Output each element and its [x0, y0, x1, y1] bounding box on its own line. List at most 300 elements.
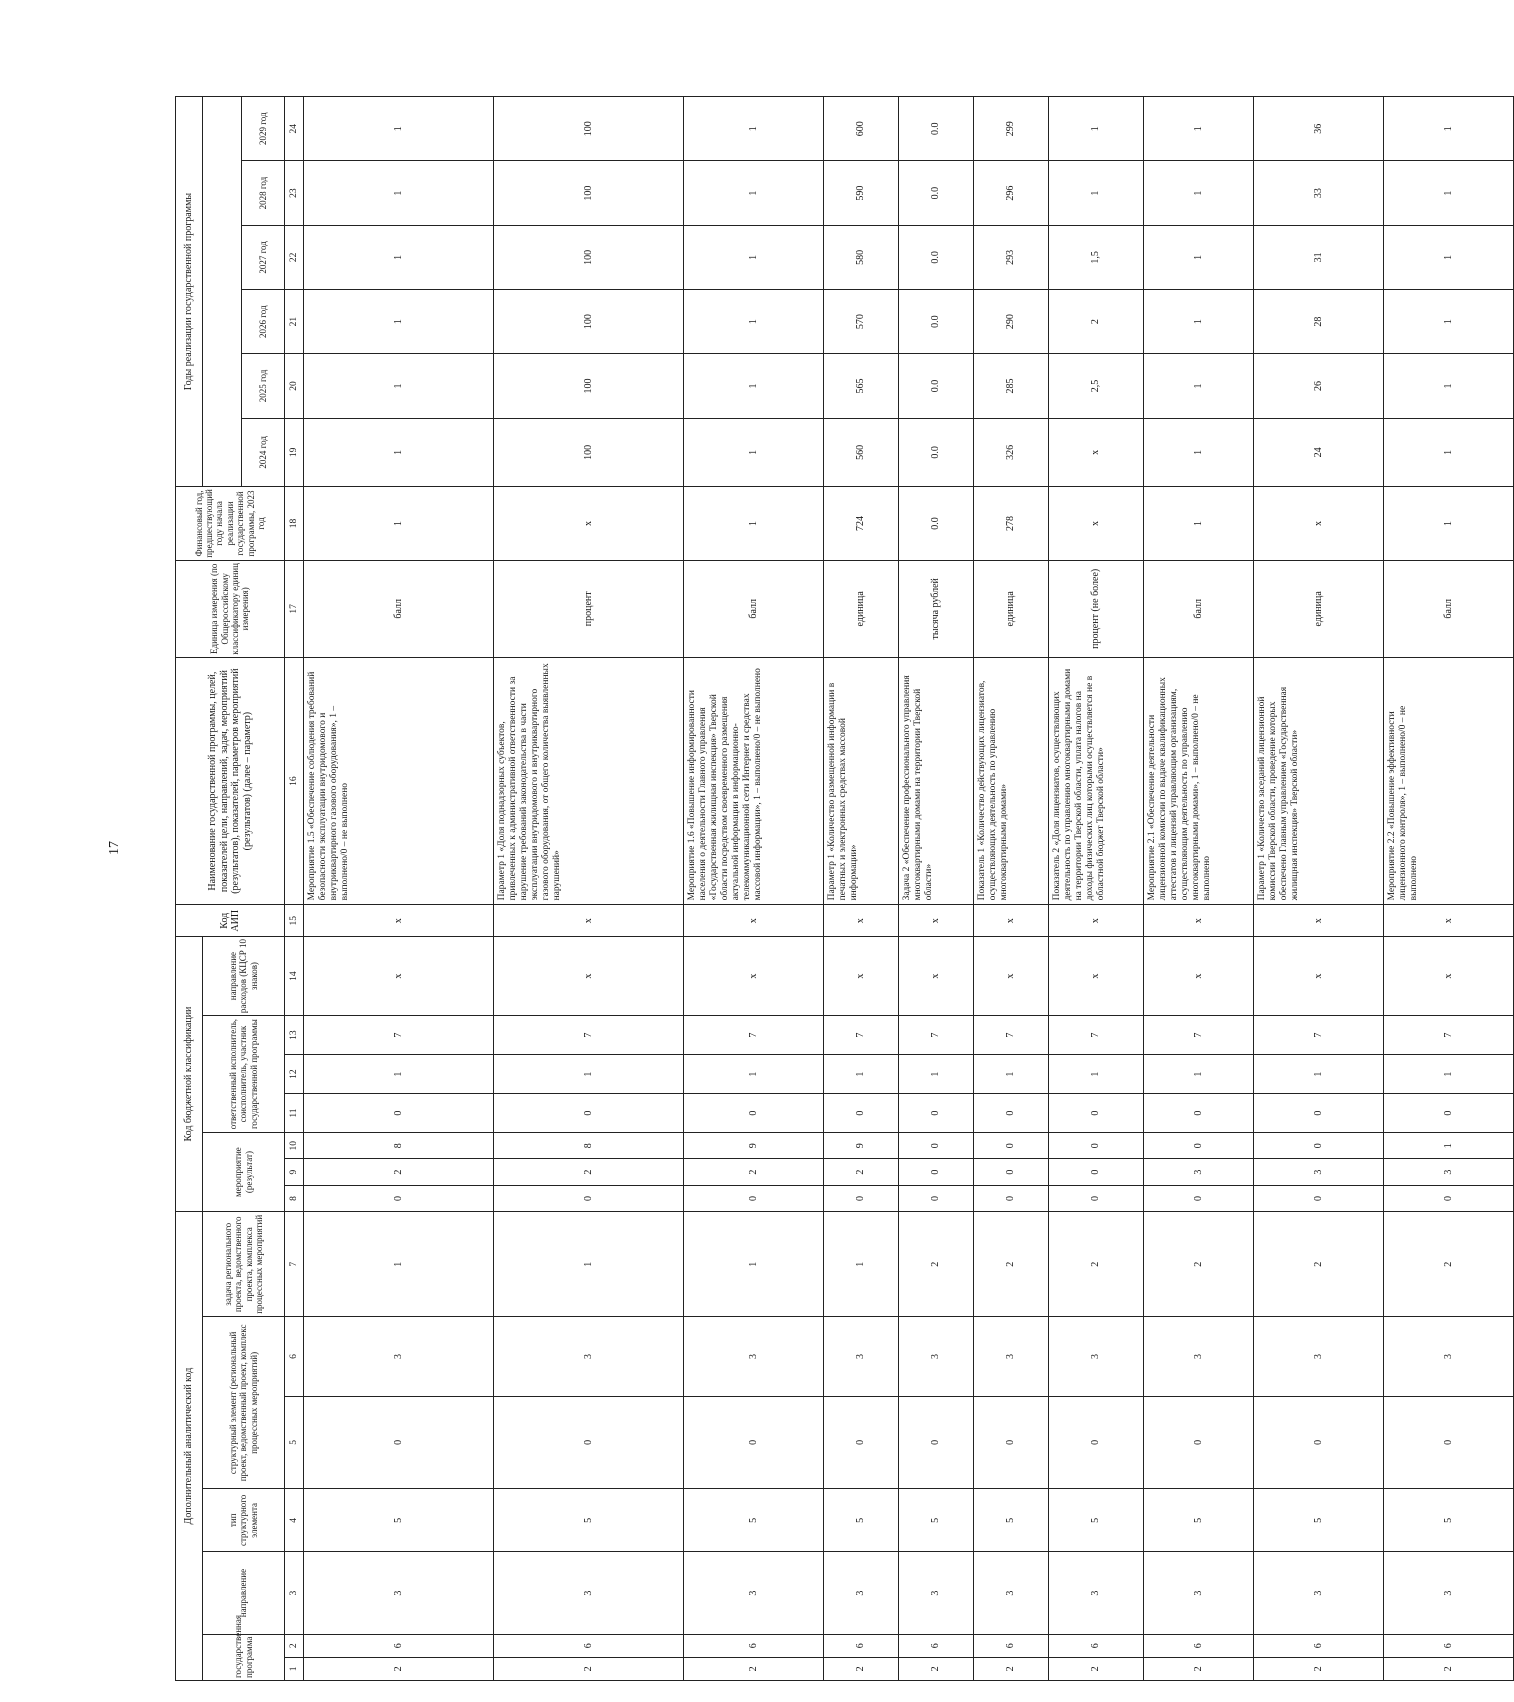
column-number: 14: [285, 937, 304, 1016]
column-number: 21: [285, 290, 304, 354]
code-cell: 3: [1144, 1552, 1254, 1634]
code-cell: 0: [304, 1185, 494, 1211]
code-cell: 0: [1254, 1094, 1384, 1133]
code-cell: 1: [824, 1055, 899, 1094]
table-row: [304, 97, 494, 1681]
year-value-cell: 1: [304, 97, 494, 161]
year-value-cell: 24: [1254, 418, 1384, 486]
year-value-cell: 1: [1384, 97, 1514, 161]
code-cell: 0: [684, 1094, 824, 1133]
code-cell: 7: [684, 1016, 824, 1055]
row-unit: балл: [684, 560, 824, 657]
year-value-cell: 1: [304, 418, 494, 486]
code-cell: 2: [899, 1212, 974, 1317]
header-additional-code: Дополнительный аналитический код: [176, 1212, 203, 1681]
code-cell: 0: [974, 1185, 1049, 1211]
year-value-cell: 600: [824, 97, 899, 161]
code-cell: 1: [494, 1055, 684, 1094]
code-cell: х: [1144, 905, 1254, 937]
year-value-cell: 326: [974, 418, 1049, 486]
column-number: 6: [285, 1317, 304, 1396]
code-cell: 9: [684, 1133, 824, 1159]
code-cell: 1: [974, 1055, 1049, 1094]
code-cell: х: [494, 905, 684, 937]
code-cell: 0: [304, 1094, 494, 1133]
code-cell: х: [684, 905, 824, 937]
code-cell: 0: [1144, 1094, 1254, 1133]
header-event: мероприятие (результат): [203, 1133, 285, 1212]
year-value-cell: 0.0: [899, 97, 974, 161]
code-cell: х: [824, 937, 899, 1016]
code-cell: х: [1144, 937, 1254, 1016]
year-value-cell: 296: [974, 161, 1049, 225]
row-name: Мероприятие 1.6 «Повышение информированности населения о деятельности Главного управления «Государственная жилищная инспекция» Тверской области посредством своевременного размещения актуальной информации в информационно-телекоммуникационной сети Интернет и средствах массовой информации», 1 – выполнено/0 – не выполнено: [684, 657, 824, 905]
row-name: Задача 2 «Обеспечение профессионального управления многоквартирными домами на территории Тверской области»: [899, 657, 974, 905]
code-cell: 2: [974, 1212, 1049, 1317]
code-cell: 0: [899, 1133, 974, 1159]
code-cell: 0: [1384, 1185, 1514, 1211]
year-value-cell: 1,5: [1049, 225, 1144, 289]
code-cell: 5: [974, 1489, 1049, 1552]
column-number: 22: [285, 225, 304, 289]
code-cell: 0: [684, 1185, 824, 1211]
code-cell: 3: [1049, 1552, 1144, 1634]
code-cell: 3: [1144, 1317, 1254, 1396]
year-value-cell: 1: [1384, 290, 1514, 354]
code-cell: 2: [1384, 1212, 1514, 1317]
code-cell: 3: [1384, 1552, 1514, 1634]
code-cell: 2: [1384, 1657, 1514, 1680]
year-value-cell: 100: [494, 354, 684, 418]
code-cell: 6: [494, 1634, 684, 1657]
year-value-cell: 36: [1254, 97, 1384, 161]
year-value-cell: 1: [1144, 161, 1254, 225]
year-value-cell: 570: [824, 290, 899, 354]
code-cell: 2: [304, 1657, 494, 1680]
code-cell: х: [974, 937, 1049, 1016]
table-row: [494, 97, 684, 1681]
code-cell: 7: [304, 1016, 494, 1055]
code-cell: х: [1254, 937, 1384, 1016]
header-year: 2025 год: [242, 354, 285, 418]
code-cell: 0: [824, 1185, 899, 1211]
code-cell: 2: [974, 1657, 1049, 1680]
column-number: 1: [285, 1657, 304, 1680]
table-row: [1049, 97, 1144, 1681]
code-cell: 6: [974, 1634, 1049, 1657]
year-value-cell: 290: [974, 290, 1049, 354]
code-cell: 0: [1049, 1094, 1144, 1133]
page-number: 17: [107, 841, 122, 855]
year-value-cell: 1: [684, 161, 824, 225]
code-cell: 0: [899, 1094, 974, 1133]
code-cell: 0: [1254, 1133, 1384, 1159]
year-value-cell: 100: [494, 161, 684, 225]
code-cell: 5: [1049, 1489, 1144, 1552]
code-cell: 0: [1049, 1159, 1144, 1185]
code-cell: х: [304, 937, 494, 1016]
code-cell: 1: [684, 1212, 824, 1317]
header-year: 2028 год: [242, 161, 285, 225]
rotated-table-container: [175, 96, 1454, 1681]
header-aip: Код АИП: [176, 905, 285, 937]
row-unit: единица: [824, 560, 899, 657]
code-cell: 0: [1144, 1133, 1254, 1159]
code-cell: 2: [494, 1159, 684, 1185]
code-cell: 0: [494, 1094, 684, 1133]
year-value-cell: 1: [1144, 97, 1254, 161]
row-name: Показатель 2 «Доля лицензиатов, осуществляющих деятельность по управлению многоквартирными домами на территории Тверской области, уплата налогов на доходы физических лиц которыми осуществляется не в областной бюджет Тверской области»: [1049, 657, 1144, 905]
code-cell: 7: [494, 1016, 684, 1055]
code-cell: 5: [1384, 1489, 1514, 1552]
code-cell: 0: [974, 1094, 1049, 1133]
code-cell: 3: [1384, 1159, 1514, 1185]
year-value-cell: 0.0: [899, 161, 974, 225]
header-years-blank: [203, 97, 242, 487]
code-cell: 0: [899, 1396, 974, 1489]
code-cell: 6: [1254, 1634, 1384, 1657]
header-struct-type: тип структурного элемента: [203, 1489, 285, 1552]
table-row: [1384, 97, 1514, 1681]
column-number: 16: [285, 657, 304, 905]
code-cell: 8: [304, 1133, 494, 1159]
table-row: [899, 97, 974, 1681]
row-fin-year-value: 1: [684, 487, 824, 561]
code-cell: 0: [1049, 1396, 1144, 1489]
row-unit: процент (не более): [1049, 560, 1144, 657]
row-name: Параметр 1 «Доля поднадзорных субъектов, привлеченных к административной ответственности за нарушение требований законодательства в части эксплуатации внутридомового и внутриквартирного газового оборудования, от общего количества выявленных нарушений»: [494, 657, 684, 905]
code-cell: 1: [1144, 1055, 1254, 1094]
code-cell: 5: [824, 1489, 899, 1552]
year-value-cell: 1: [1384, 418, 1514, 486]
year-value-cell: 299: [974, 97, 1049, 161]
column-number: 4: [285, 1489, 304, 1552]
year-value-cell: 100: [494, 97, 684, 161]
year-value-cell: 590: [824, 161, 899, 225]
year-value-cell: 293: [974, 225, 1049, 289]
code-cell: 3: [1254, 1552, 1384, 1634]
code-cell: 2: [684, 1159, 824, 1185]
code-cell: 1: [899, 1055, 974, 1094]
column-number: 19: [285, 418, 304, 486]
header-year: 2026 год: [242, 290, 285, 354]
year-value-cell: 1: [1049, 161, 1144, 225]
code-cell: 1: [304, 1055, 494, 1094]
code-cell: 3: [1384, 1317, 1514, 1396]
code-cell: 0: [974, 1396, 1049, 1489]
row-fin-year-value: 278: [974, 487, 1049, 561]
program-table: [175, 96, 1514, 1681]
header-direction: направление: [203, 1552, 285, 1634]
code-cell: 0: [1384, 1396, 1514, 1489]
column-number: 15: [285, 905, 304, 937]
header-budget-code: Код бюджетной классификации: [176, 937, 203, 1212]
header-unit: Единица измерения (по Общероссийскому классификатору единиц измерения): [176, 560, 285, 657]
year-value-cell: 0.0: [899, 290, 974, 354]
header-fin-year: Финансовый год, предшествующий году начала реализации государственной программы, 2023 год: [176, 487, 285, 561]
code-cell: 1: [1384, 1055, 1514, 1094]
header-years-group: Годы реализации государственной программы: [176, 97, 203, 487]
code-cell: 3: [494, 1317, 684, 1396]
column-number: 20: [285, 354, 304, 418]
code-cell: 3: [684, 1552, 824, 1634]
row-fin-year-value: х: [1254, 487, 1384, 561]
code-cell: 2: [824, 1657, 899, 1680]
code-cell: 0: [899, 1185, 974, 1211]
code-cell: х: [899, 937, 974, 1016]
row-name: Мероприятие 1.5 «Обеспечение соблюдения требований безопасности эксплуатации внутридомового и внутриквартирного газового оборудования», 1 – выполнено/0 – не выполнено: [304, 657, 494, 905]
column-number: 7: [285, 1212, 304, 1317]
year-value-cell: х: [1049, 418, 1144, 486]
code-cell: 3: [1144, 1159, 1254, 1185]
code-cell: 0: [1384, 1094, 1514, 1133]
code-cell: 5: [684, 1489, 824, 1552]
code-cell: 0: [899, 1159, 974, 1185]
column-number: 10: [285, 1133, 304, 1159]
code-cell: 0: [684, 1396, 824, 1489]
row-name: Мероприятие 2.2 «Повышение эффективности лицензионного контроля», 1 – выполнено/0 – не выполнено: [1384, 657, 1514, 905]
code-cell: х: [1049, 905, 1144, 937]
code-cell: 6: [1144, 1634, 1254, 1657]
code-cell: 3: [1254, 1159, 1384, 1185]
code-cell: 9: [824, 1133, 899, 1159]
code-cell: 7: [899, 1016, 974, 1055]
code-cell: 3: [494, 1552, 684, 1634]
code-cell: 3: [974, 1552, 1049, 1634]
code-cell: 2: [1254, 1657, 1384, 1680]
column-number: 11: [285, 1094, 304, 1133]
code-cell: 2: [494, 1657, 684, 1680]
row-fin-year-value: 0.0: [899, 487, 974, 561]
column-numbers-row: [285, 97, 304, 1681]
code-cell: 6: [899, 1634, 974, 1657]
code-cell: 0: [494, 1185, 684, 1211]
code-cell: 1: [1384, 1133, 1514, 1159]
code-cell: 3: [1254, 1317, 1384, 1396]
column-number: 5: [285, 1396, 304, 1489]
table-row: [824, 97, 899, 1681]
code-cell: 5: [1254, 1489, 1384, 1552]
column-number: 13: [285, 1016, 304, 1055]
code-cell: 0: [494, 1396, 684, 1489]
code-cell: 0: [1144, 1396, 1254, 1489]
code-cell: 1: [1254, 1055, 1384, 1094]
year-value-cell: 0.0: [899, 418, 974, 486]
year-value-cell: 565: [824, 354, 899, 418]
header-year: 2029 год: [242, 97, 285, 161]
year-value-cell: 1: [684, 225, 824, 289]
year-value-cell: 28: [1254, 290, 1384, 354]
code-cell: 3: [1049, 1317, 1144, 1396]
row-unit: балл: [304, 560, 494, 657]
table-row: [1144, 97, 1254, 1681]
code-cell: 7: [824, 1016, 899, 1055]
row-unit: процент: [494, 560, 684, 657]
row-fin-year-value: 1: [1384, 487, 1514, 561]
code-cell: 1: [824, 1212, 899, 1317]
year-value-cell: 1: [304, 290, 494, 354]
year-value-cell: 580: [824, 225, 899, 289]
year-value-cell: 0.0: [899, 354, 974, 418]
code-cell: 8: [494, 1133, 684, 1159]
year-value-cell: 31: [1254, 225, 1384, 289]
table-row: [1254, 97, 1384, 1681]
code-cell: 3: [304, 1552, 494, 1634]
code-cell: 6: [1049, 1634, 1144, 1657]
year-value-cell: 1: [1144, 290, 1254, 354]
year-value-cell: 285: [974, 354, 1049, 418]
code-cell: 2: [1144, 1212, 1254, 1317]
table-row: [684, 97, 824, 1681]
code-cell: х: [1384, 905, 1514, 937]
code-cell: х: [974, 905, 1049, 937]
year-value-cell: 33: [1254, 161, 1384, 225]
code-cell: 2: [1049, 1212, 1144, 1317]
code-cell: х: [304, 905, 494, 937]
code-cell: 7: [1384, 1016, 1514, 1055]
year-value-cell: 1: [1049, 97, 1144, 161]
column-number: 12: [285, 1055, 304, 1094]
code-cell: 6: [684, 1634, 824, 1657]
code-cell: 2: [684, 1657, 824, 1680]
year-value-cell: 560: [824, 418, 899, 486]
row-unit: балл: [1384, 560, 1514, 657]
code-cell: 2: [824, 1159, 899, 1185]
row-name: Параметр 1 «Количество размещенной информации в печатных и электронных средствах массовой информации»: [824, 657, 899, 905]
code-cell: 0: [1254, 1396, 1384, 1489]
code-cell: 1: [304, 1212, 494, 1317]
code-cell: 2: [1144, 1657, 1254, 1680]
code-cell: 0: [1254, 1185, 1384, 1211]
column-number: 8: [285, 1185, 304, 1211]
year-value-cell: 100: [494, 418, 684, 486]
row-fin-year-value: х: [1049, 487, 1144, 561]
column-number: 18: [285, 487, 304, 561]
code-cell: х: [1254, 905, 1384, 937]
year-value-cell: 2: [1049, 290, 1144, 354]
header-year: 2027 год: [242, 225, 285, 289]
header-gp: государственная программа: [203, 1634, 285, 1680]
code-cell: 0: [1144, 1185, 1254, 1211]
code-cell: 2: [304, 1159, 494, 1185]
code-cell: х: [494, 937, 684, 1016]
column-number: 24: [285, 97, 304, 161]
code-cell: 0: [974, 1133, 1049, 1159]
code-cell: 1: [1049, 1055, 1144, 1094]
code-cell: 7: [974, 1016, 1049, 1055]
row-fin-year-value: 1: [1144, 487, 1254, 561]
code-cell: 3: [824, 1552, 899, 1634]
code-cell: х: [684, 937, 824, 1016]
code-cell: 1: [494, 1212, 684, 1317]
year-value-cell: 2,5: [1049, 354, 1144, 418]
code-cell: 2: [1049, 1657, 1144, 1680]
code-cell: 0: [824, 1094, 899, 1133]
year-value-cell: 100: [494, 225, 684, 289]
row-unit: тысяча рублей: [899, 560, 974, 657]
year-value-cell: 1: [1144, 418, 1254, 486]
code-cell: 5: [899, 1489, 974, 1552]
column-number: 9: [285, 1159, 304, 1185]
code-cell: 3: [974, 1317, 1049, 1396]
code-cell: 7: [1144, 1016, 1254, 1055]
row-unit: единица: [974, 560, 1049, 657]
code-cell: х: [824, 905, 899, 937]
row-unit: балл: [1144, 560, 1254, 657]
row-name: Параметр 1 «Количество заседаний лицензионной комиссии Тверской области, проведение которых обеспечено Главным управлением «Государственная жилищная инспекция» Тверской области»: [1254, 657, 1384, 905]
header-expense-dir: направление расходов (КЦСР 10 знаков): [203, 937, 285, 1016]
code-cell: 1: [684, 1055, 824, 1094]
code-cell: 0: [974, 1159, 1049, 1185]
year-value-cell: 1: [1144, 225, 1254, 289]
code-cell: 6: [824, 1634, 899, 1657]
code-cell: 5: [304, 1489, 494, 1552]
header-struct-elem: структурный элемент (региональный проект, ведомственный проект, комплекс процессных мероприятий): [203, 1317, 285, 1489]
header-name: Наименование государственной программы, целей, показателей цели, направлений, задач, мероприятий (результатов), показателей, параметров мероприятий (результатов) (далее – параметр): [176, 657, 285, 905]
year-value-cell: 0.0: [899, 225, 974, 289]
code-cell: 5: [1144, 1489, 1254, 1552]
header-task: задача регионального проекта, ведомственного проекта, комплекса процессных мероприятий: [203, 1212, 285, 1317]
column-number: 23: [285, 161, 304, 225]
year-value-cell: 100: [494, 290, 684, 354]
year-value-cell: 26: [1254, 354, 1384, 418]
column-number: 17: [285, 560, 304, 657]
header-year: 2024 год: [242, 418, 285, 486]
row-fin-year-value: 724: [824, 487, 899, 561]
year-value-cell: 1: [304, 354, 494, 418]
row-unit: единица: [1254, 560, 1384, 657]
row-fin-year-value: 1: [304, 487, 494, 561]
table-row: [974, 97, 1049, 1681]
code-cell: 5: [494, 1489, 684, 1552]
year-value-cell: 1: [304, 225, 494, 289]
year-value-cell: 1: [1384, 354, 1514, 418]
code-cell: 7: [1049, 1016, 1144, 1055]
code-cell: 2: [899, 1657, 974, 1680]
code-cell: 6: [304, 1634, 494, 1657]
year-value-cell: 1: [684, 418, 824, 486]
column-number: 3: [285, 1552, 304, 1634]
column-number: 2: [285, 1634, 304, 1657]
code-cell: х: [899, 905, 974, 937]
row-name: Мероприятие 2.1 «Обеспечение деятельности лицензионной комиссии по выдаче квалификационных аттестатов и лицензий управляющим организациям, осуществляющим деятельность по управлению многоквартирными домами», 1 – выполнено/0 – не выполнено: [1144, 657, 1254, 905]
code-cell: 7: [1254, 1016, 1384, 1055]
code-cell: 3: [899, 1552, 974, 1634]
code-cell: 2: [1254, 1212, 1384, 1317]
code-cell: 3: [824, 1317, 899, 1396]
row-fin-year-value: х: [494, 487, 684, 561]
row-name: Показатель 1 «Количество действующих лицензиатов, осуществляющих деятельность по управлению многоквартирными домами»: [974, 657, 1049, 905]
year-value-cell: 1: [1144, 354, 1254, 418]
year-value-cell: 1: [304, 161, 494, 225]
code-cell: 6: [1384, 1634, 1514, 1657]
code-cell: 0: [304, 1396, 494, 1489]
year-value-cell: 1: [684, 354, 824, 418]
code-cell: х: [1384, 937, 1514, 1016]
code-cell: 3: [899, 1317, 974, 1396]
code-cell: 0: [824, 1396, 899, 1489]
code-cell: 3: [684, 1317, 824, 1396]
code-cell: 0: [1049, 1133, 1144, 1159]
code-cell: 3: [304, 1317, 494, 1396]
year-value-cell: 1: [1384, 161, 1514, 225]
year-value-cell: 1: [684, 290, 824, 354]
year-value-cell: 1: [684, 97, 824, 161]
header-executor: ответственный исполнитель, соисполнитель, участник государственной программы: [203, 1016, 285, 1133]
code-cell: 0: [1049, 1185, 1144, 1211]
year-value-cell: 1: [1384, 225, 1514, 289]
code-cell: х: [1049, 937, 1144, 1016]
